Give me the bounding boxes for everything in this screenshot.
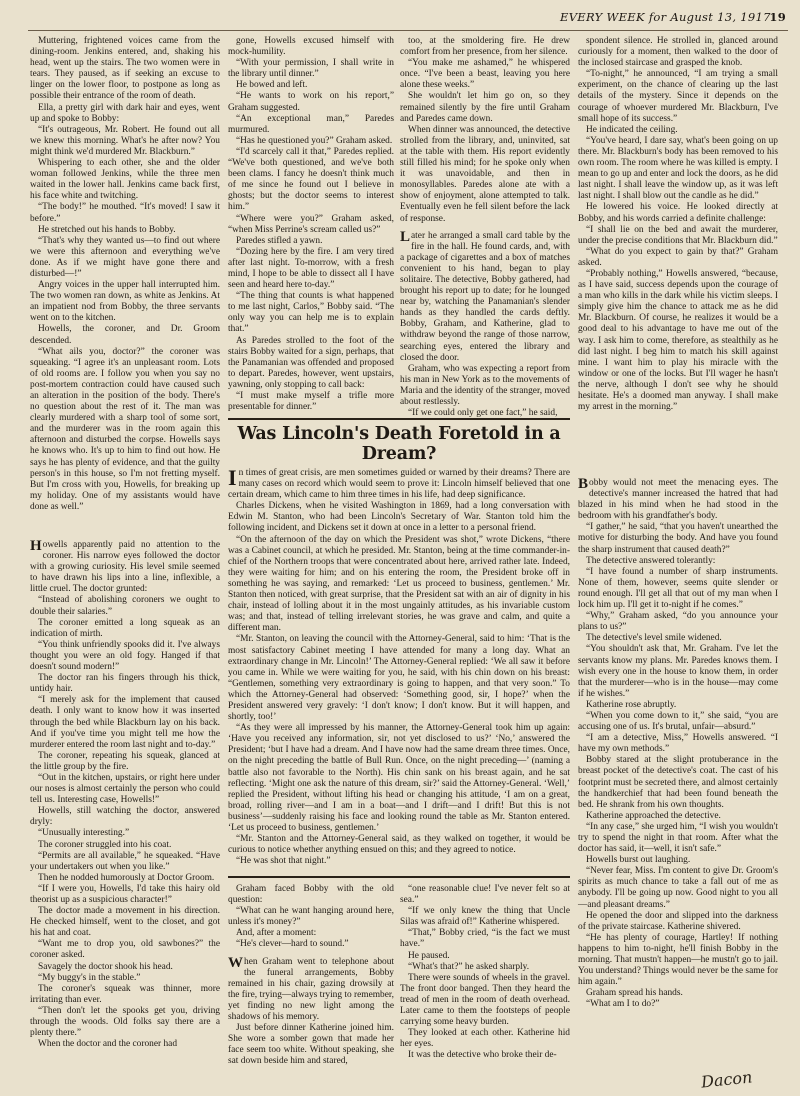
paragraph: “Then don't let the spooks get you, driving through the woods. Old folks say there are a plenty there.” <box>30 1005 220 1039</box>
paragraph: “Mr. Stanton, on leaving the council with the Attorney-General, said to him: ‘That is the most satisfactory Cabinet meeting I have attended for many a long day. What an extraordinary change in Mr. Lincoln!’ The Attorney-General replied: ‘We all saw it before you came in. While we were waiting for you, he said, with his chin down on his breast: “Gentlemen, something very extraordinary is going to happen, and that very soon.” To which the Attorney-General had observed: ‘Something good, sir, I hope?’ when the President answered very gravely: ‘I don't know; I don't know. But it will happen, and shortly, too!’ <box>228 634 570 723</box>
paragraph: Just before dinner Katherine joined him. She wore a somber gown that made her face seem too white. Without speaking, she sat down beside him and stared, <box>228 1023 394 1067</box>
column-3-top <box>400 36 570 419</box>
paragraph: Howells, still watching the doctor, answered dryly: <box>30 806 220 828</box>
paragraph: “The thing that counts is what happened to me last night, Carlos,” Bobby said. “The only way you can help me is to explain that.” <box>228 291 394 335</box>
paragraph: “If I were you, Howells, I'd take this hairy old theorist up as a suspicious character!” <box>30 883 220 905</box>
sidebar-article <box>228 418 570 878</box>
paragraph: “With your permission, I shall write in the library until dinner.” <box>228 58 394 80</box>
page-number: 19 <box>769 10 786 24</box>
paragraph: gone, Howells excused himself with mock-humility. <box>228 36 394 58</box>
paragraph: He bowed and left. <box>236 80 308 91</box>
column-1-bottom <box>30 540 220 1090</box>
paragraph: In times of great crisis, are men sometimes guided or warned by their dreams? There are many cases on record which would seem to prove it: Lincoln himself believed that one certain dream, which came to him three times in his life, had deep significance. <box>228 465 570 501</box>
paragraph: “That,” Bobby cried, “is the fact we must have.” <box>400 928 570 950</box>
paragraph: Muttering, frightened voices came from the dining-room. Jenkins entered, and, shaking his head, went up the stairs. The two women were in tears. They paused, as if seeking an excuse to linger on the lower floor, to postpone as long as possible their entrance of the room of death. <box>30 36 220 102</box>
paragraph: “If we only knew the thing that Uncle Silas was afraid of!” Katherine whispered. <box>400 906 570 928</box>
paragraph: “If we could only get one fact,” he said, <box>408 408 558 419</box>
paragraph: “It's outrageous, Mr. Robert. He found out all we knew this morning. What's he after now? You might think we'd murdered Mr. Blackburn.” <box>30 124 220 157</box>
drop-cap: W <box>228 954 243 971</box>
paragraph: The doctor ran his fingers through his thick, untidy hair. <box>30 673 220 695</box>
paragraph: “To-night,” he announced, “I am trying a small experiment, on the chance of clearing up the last details of the mystery. Since it depends on the courage of whoever murdered Mr. Blackburn, I've small hope of its success.” <box>578 69 778 124</box>
paragraph: “He's clever—hard to sound.” <box>236 939 349 950</box>
paragraph: Graham spread his hands. <box>586 988 683 999</box>
paragraph: Whispering to each other, she and the older woman followed Jenkins, while the three men waited in the lower hall. Jenkins came back first, his face white and twitching. <box>30 158 220 202</box>
paragraph: Charles Dickens, when he visited Washington in 1869, had a long conversation with Edwin M. Stanton, who had been Lincoln's Secretary of War. Stanton told him the following incident, and Dickens set it down at once in a letter to a personal friend. <box>228 501 570 534</box>
paragraph: “You make me ashamed,” he whispered once. “I've been a beast, leaving you here alone these weeks.” <box>400 58 570 91</box>
paragraph: “On the afternoon of the day on which the President was shot,” wrote Dickens, “there was a Cabinet council, at which he presided. Mr. Stanton, being at the time commander-in-chief of the Northern troops that were concentrated about here, arrived rather late. Indeed, they were waiting for him; and on his entering the room, the President broke off in something he was saying, and remarked: ‘Let us proceed to business, gentlemen.’ Mr. Stanton then noticed, with great surprise, that the President sat with an air of dignity in his chair, instead of lolling about it in the most ungainly attitudes, as his invariable custom was; and that, instead of telling irrelevant stories, he was grave and calm, and quite a different man. <box>228 534 570 634</box>
paragraph: The detective's level smile widened. <box>586 633 722 644</box>
running-header <box>560 10 786 24</box>
paragraph: “Where were you?” Graham asked, “when Miss Perrine's scream called us?” <box>228 213 394 235</box>
paragraph: “An exceptional man,” Paredes murmured. <box>228 113 394 135</box>
paragraph: The coroner struggled into his coat. <box>38 839 172 850</box>
sidebar-body <box>228 465 570 888</box>
column-4-top <box>578 36 778 476</box>
paragraph: “Mr. Stanton and the Attorney-General said, as they walked on together, it would be curious to notice whether anything ensued on this; and they agreed to notice. <box>228 834 570 856</box>
paragraph: She wouldn't let him go on, so they remained silently by the fire until Graham and Paredes came down. <box>400 91 570 124</box>
paragraph: “I merely ask for the implement that caused death. I only want to know how it was inserted through the bed while Blackburn lay on his back. And if you've time you might tell me how the murderer entered the room last night and to-day.” <box>30 695 220 750</box>
paragraph: Paredes stifled a yawn. <box>236 235 323 246</box>
paragraph: Bobby would not meet the menacing eyes. The detective's manner increased the hatred that had blazed in his mind when he had stood in the bedroom with his grandfather's body. <box>578 476 778 522</box>
issue-date: for August 13, 1917 <box>648 10 771 24</box>
paragraph: Ella, a pretty girl with dark hair and eyes, went up and spoke to Bobby: <box>30 102 220 124</box>
paragraph: “In any case,” she urged him, “I wish you wouldn't try to spend the night in that room. After what the doctor has said, it—well, it isn't safe.” <box>578 821 778 855</box>
magazine-name: EVERY WEEK <box>560 10 645 24</box>
paragraph: “You shouldn't ask that, Mr. Graham. I've let the servants know my plans. Mr. Paredes knows them. I wish every one in the house to know them, in order that the murderer—who is in the house—may come if he wishes.” <box>578 644 778 699</box>
paragraph: Later he arranged a small card table by the fire in the hall. He found cards, and, with a package of cigarettes and a box of matches convenient to his hand, began to play solitaire. The detective, Bobby gathered, had brought his report up to date; for he lounged near by, watching the Panamanian's slender hands as they handled the cards deftly. Bobby, Graham, and Katherine, glad to withdraw beyond the range of those narrow, searching eyes, entered the library and closed the door. <box>400 228 570 363</box>
paragraph: When Graham went to telephone about the funeral arrangements, Bobby remained in his chair, gazing drowsily at the fire, trying—always trying to remember, yet finding no new light among the shadows of his memory. <box>228 954 394 1023</box>
paragraph: “What can he want hanging around here, unless it's money?” <box>228 906 394 928</box>
sidebar-title: Was Lincoln's Death Foretold in a Dream? <box>237 424 561 464</box>
paragraph: “He has plenty of courage, Hartley! If nothing happens to him to-night, he'll finish Bobby in the morning. That mustn't happen—he mustn't go to jail. You understand? Things would never be the same for him again.” <box>578 932 778 988</box>
paragraph: “Has he questioned you?” Graham asked. <box>236 135 393 146</box>
paragraph: “What's that?” he asked sharply. <box>408 961 530 972</box>
paragraph: The coroner's squeak was thinner, more irritating than ever. <box>30 983 220 1005</box>
paragraph: He stretched out his hands to Bobby. <box>38 224 176 235</box>
paragraph: Graham, who was expecting a report from his man in New York as to the movements of Maria and the identity of the stranger, moved about restlessly. <box>400 363 570 407</box>
paragraph: “Permits are all available,” he squeaked. “Have your undertakers out when you like.” <box>30 850 220 872</box>
paragraph: “That's why they wanted us—to find out where we were this afternoon and everything we've done. As if we might have gone there and disturbed—!” <box>30 235 220 279</box>
paragraph: “As they were all impressed by his manner, the Attorney-General took him up again: ‘Have you received any information, sir, not yet disclosed to us?’ ‘No,’ answered the President; ‘but I have had a dream. And I have now had the same dream three times. Once, on the night preceding the battle of Bull Run. Once, on the night preceding—’ (naming a battle also not favorable to the North). His chin sank on his breast again, and he sat reflecting. ‘Might one ask the nature of this dream, sir?’ said the Attorney-General. ‘Well,’ replied the President, without lifting his head or changing his attitude, ‘I am on a great, broad, rolling river—and I am in a boat—and I drift—and I drift! But this is not business’—suddenly raising his face and looking round the table as Mr. Stanton entered. ‘Let us proceed to business, gentlemen.’ <box>228 723 570 833</box>
paragraph: spondent silence. He strolled in, glanced around curiously for a moment, then walked to the door of the inclosed staircase and grasped the knob. <box>578 36 778 69</box>
paragraph: “Want me to drop you, old sawbones?” the coroner asked. <box>30 939 220 961</box>
paragraph: “Dozing here by the fire. I am very tired after last night. To-morrow, with a fresh mind, I hope to be able to dissect all I have seen and heard here to-day.” <box>228 246 394 291</box>
column-3-bottom <box>400 884 570 1090</box>
paragraph: They looked at each other. Katherine hid her eyes. <box>400 1028 570 1050</box>
drop-cap: B <box>578 476 589 492</box>
header-rule <box>28 30 788 31</box>
paragraph: The detective answered tolerantly: <box>586 555 716 566</box>
illustrator-signature: Dacon <box>700 1067 754 1092</box>
paragraph: It was the detective who broke their de- <box>408 1050 557 1061</box>
paragraph: “I shall lie on the bed and await the murderer, under the precise conditions that Mr. Blackburn did.” <box>578 224 778 246</box>
paragraph: Katherine approached the detective. <box>586 810 721 821</box>
drop-cap: I <box>228 465 237 490</box>
paragraph: As Paredes strolled to the foot of the stairs Bobby waited for a sign, perhaps, that the Panamanian was offended and proposed to depart. Paredes, however, went upstairs, yawning, only stopping to call back: <box>228 335 394 390</box>
paragraph: He opened the door and slipped into the darkness of the private staircase. Katherine shivered. <box>578 910 778 932</box>
drop-cap: H <box>30 538 42 554</box>
paragraph: The doctor made a movement in his direction. He checked himself, went to the closet, and got his hat and coat. <box>30 906 220 939</box>
paragraph: Howells, the coroner, and Dr. Groom descended. <box>30 324 220 346</box>
paragraph: Howells burst out laughing. <box>586 855 691 866</box>
paragraph: Savagely the doctor shook his head. <box>38 961 173 972</box>
column-2-top <box>228 36 394 412</box>
paragraph: Bobby stared at the slight protuberance in the breast pocket of the detective's coat. The cast of his footprint must be secreted there, and almost certainly the handkerchief that had been found beneath the bed. He shrank from his own thoughts. <box>578 755 778 810</box>
paragraph: Graham faced Bobby with the old question: <box>228 884 394 906</box>
drop-cap: L <box>400 228 411 245</box>
paragraph: “I must make myself a trifle more presentable for dinner.” <box>228 391 394 413</box>
paragraph: “Probably nothing,” Howells answered, “because, as I have said, success depends upon the courage of a man who kills in the dark while his victim sleeps. I simply give him the chance to attack me as he did Mr. Blackburn. Of course, he realizes it would be a good deal to his advantage to have me out of the way. I ask him to come, therefore, as stealthily as he did last night. I beg him to match his skill against mine. I want him to play his miracle with the window or one of the locks. But I'll wager he hasn't the nerve, although I don't see why he should hesitate. He's a doomed man anyway. I shall make my arrest in the morning.” <box>578 268 778 413</box>
paragraph: “I'd scarcely call it that,” Paredes replied. “We've both questioned, and we've both been clams. I fancy he doesn't think much of me since he found out I believe in ghosts; but the doctor seems to interest him.” <box>228 146 394 213</box>
paragraph: “He was shot that night.” <box>236 856 331 867</box>
paragraph: “Unusually interesting.” <box>38 828 130 839</box>
paragraph: “You think unfriendly spooks did it. I've always thought you were an old fogy. Hanged if that doesn't sound modern!” <box>30 639 220 673</box>
paragraph: When the doctor and the coroner had <box>38 1039 178 1050</box>
paragraph: “When you come down to it,” she said, “you are accusing one of us. It's brutal, unfair—absurd.” <box>578 710 778 733</box>
paragraph: “You've heard, I dare say, what's been going on up there. Mr. Blackburn's body has been removed to his own room. The room where he was killed is empty. I mean to go up and enter and lock the doors, as he did last night. I shall leave the window up, as it was left last night. I shall blow out the candle as he did.” <box>578 135 778 202</box>
paragraph: Then he nodded humorously at Doctor Groom. <box>38 872 215 883</box>
paragraph: When dinner was announced, the detective strolled from the library, and, uninvited, sat at the table with them. His report evidently still filled his mind; for he spoke only when it was unavoidable, and then in monosyllables. Paredes alone ate with a show of enjoyment, alone attempted to talk. Eventually even he fell silent before the lack of response. <box>400 124 570 224</box>
paragraph: “Instead of abolishing coroners we ought to double their salaries.” <box>30 595 220 617</box>
paragraph: “Out in the kitchen, upstairs, or right here under our noses is almost certainly the person who could tell us. Interesting case, Howells!” <box>30 772 220 806</box>
paragraph: He indicated the ceiling. <box>586 124 678 135</box>
paragraph: “What do you expect to gain by that?” Graham asked. <box>578 246 778 268</box>
column-1-top <box>30 36 220 536</box>
paragraph: He lowered his voice. He looked directly at Bobby, and his words carried a definite challenge: <box>578 202 778 224</box>
column-2-bottom <box>228 884 394 1090</box>
paragraph: “My buggy's in the stable.” <box>38 972 141 983</box>
paragraph: “What ails you, doctor?” the coroner was squeaking. “I agree it's an unpleasant room. Lots of old rooms are. I follow you when you say no post-mortem contraction could have caused such an alteration in the position of the body. There's no question about the rest of it. The man was clearly murdered with a sharp tool of some sort, and the murderer was in the room again this afternoon and disturbed the corpse. Howells says he knows who. It's up to him to find out how. He says he has plenty of evidence, and that the guilty person's in this house, so I'm not fretting myself. But I'm cross with you, Howells, for breaking up my holiday. One of my assistants would have done as well.” <box>30 346 220 512</box>
paragraph: “one reasonable clue! I've never felt so at sea.” <box>400 884 570 906</box>
paragraph: Katherine rose abruptly. <box>586 699 677 710</box>
paragraph: “Never fear, Miss. I'm content to give Dr. Groom's spirits as much chance to take a fall out of me as anybody. I'll be going up now. Good night to you all—and pleasant dreams.” <box>578 866 778 910</box>
paragraph: “I have found a number of sharp instruments. None of them, however, seems quite slender or round enough. I'll get all that out of my man when I lock him up. I'll get it to-night if he comes.” <box>578 566 778 611</box>
paragraph: “What am I to do?” <box>586 999 660 1010</box>
paragraph: “I am a detective, Miss,” Howells answered. “I have my own methods.” <box>578 733 778 755</box>
paragraph: too, at the smoldering fire. He drew comfort from her presence, from her silence. <box>400 36 570 58</box>
paragraph: “I gather,” he said, “that you haven't unearthed the motive for disturbing the body. And have you found the sharp instrument that caused death?” <box>578 522 778 555</box>
column-4-bottom <box>578 478 778 1090</box>
paragraph: The coroner, repeating his squeak, glanced at the little group by the fire. <box>30 750 220 772</box>
paragraph: He paused. <box>408 950 450 961</box>
paragraph: There were sounds of wheels in the gravel. The front door banged. Then they heard the tread of men in the room of death overhead. Later came to them the footsteps of people carrying some heavy burden. <box>400 972 570 1028</box>
paragraph: The coroner emitted a long squeak as an indication of mirth. <box>30 617 220 639</box>
paragraph: “The body!” he mouthed. “It's moved! I saw it before.” <box>30 202 220 224</box>
paragraph: “Why,” Graham asked, “do you announce your plans to us?” <box>578 611 778 633</box>
paragraph: And, after a moment: <box>236 928 317 939</box>
paragraph: Angry voices in the upper hall interrupted him. The two women ran down, as white as Jenkins. At an impatient nod from Bobby, the three servants went on to the kitchen. <box>30 280 220 324</box>
paragraph: Howells apparently paid no attention to the coroner. His narrow eyes followed the doctor with a growing curiosity. His level smile seemed to have drawn his lips into a line, inflexible, a little cruel. The doctor grunted: <box>30 538 220 595</box>
paragraph: “He wants to work on his report,” Graham suggested. <box>228 91 394 113</box>
